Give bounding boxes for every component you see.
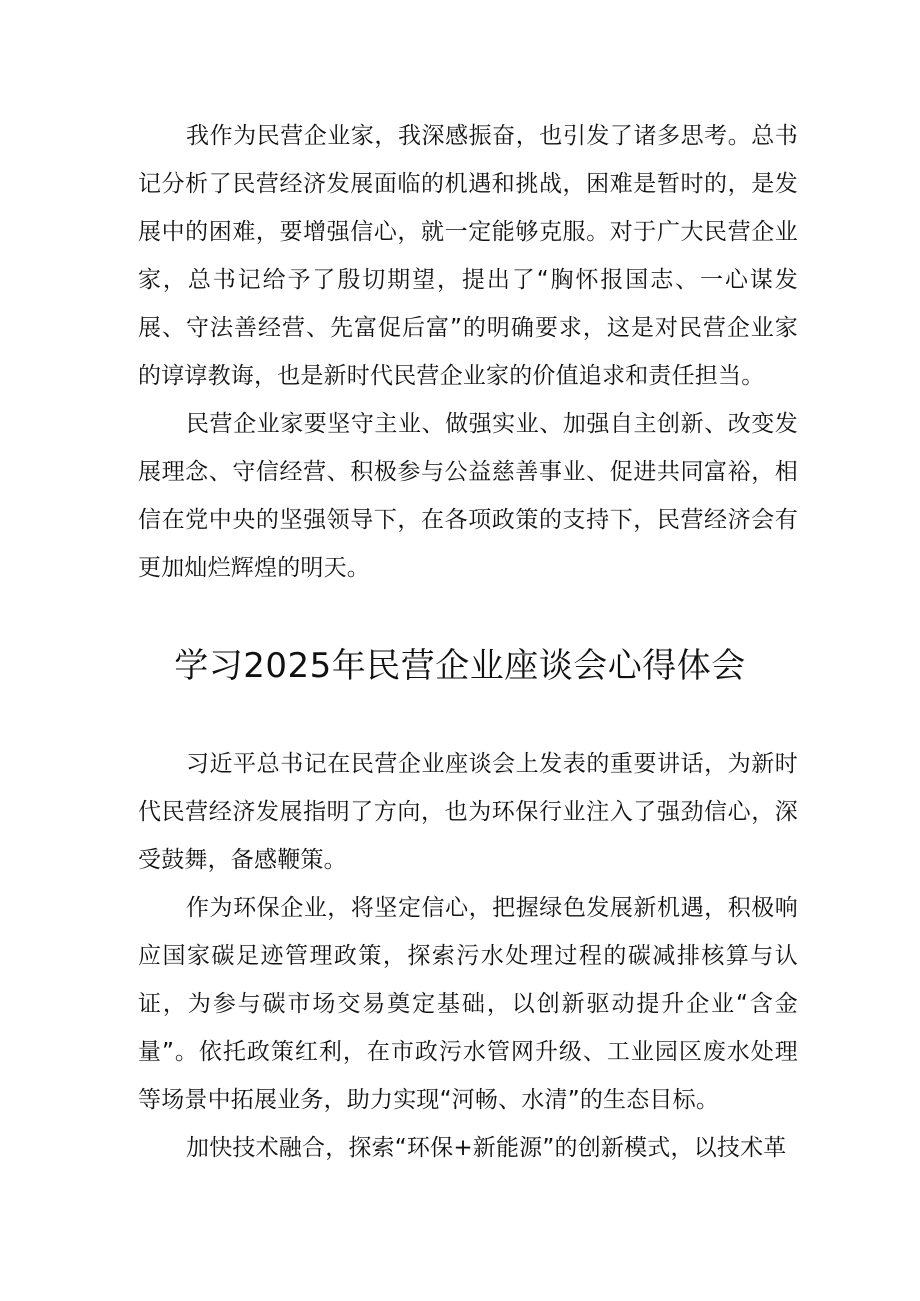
paragraph: 加快技术融合，探索“环保+新能源”的创新模式，以技术革 — [186, 1135, 787, 1161]
paragraph: 作为环保企业，将坚定信心，把握绿色发展新机遇，积极响应国家碳足迹管理政策，探索污水处理过程的碳减排核算与认证，为参与碳市场交易奠定基础，以创新驱动提升企业“含金量”。依托政策红利，在市政污水管网升级、工业园区废水处理等场景中拓展业务，助力实现“河畅、水清”的生态目标。 — [138, 895, 798, 1113]
paragraph: 民营企业家要坚守主业、做强实业、加强自主创新、改变发展理念、守信经营、积极参与公益慈善事业、促进共同富裕，相信在党中央的坚强领导下，在各项政策的支持下，民营经济会有更加灿烂辉煌的明天。 — [138, 411, 798, 581]
paragraph: 习近平总书记在民营企业座谈会上发表的重要讲话，为新时代民营经济发展指明了方向，也为环保行业注入了强劲信心，深受鼓舞，备感鞭策。 — [138, 751, 798, 873]
document-title: 学习2025年民营企业座谈会心得体会 — [174, 646, 746, 686]
paragraph: 我作为民营企业家，我深感振奋，也引发了诸多思考。总书记分析了民营经济发展面临的机遇和挑战，困难是暂时的，是发展中的困难，要增强信心，就一定能够克服。对于广大民营企业家，总书记给予了殷切期望，提出了“胸怀报国志、一心谋发展、守法善经营、先富促后富”的明确要求，这是对民营企业家的谆谆教诲，也是新时代民营企业家的价值追求和责任担当。 — [138, 123, 798, 389]
